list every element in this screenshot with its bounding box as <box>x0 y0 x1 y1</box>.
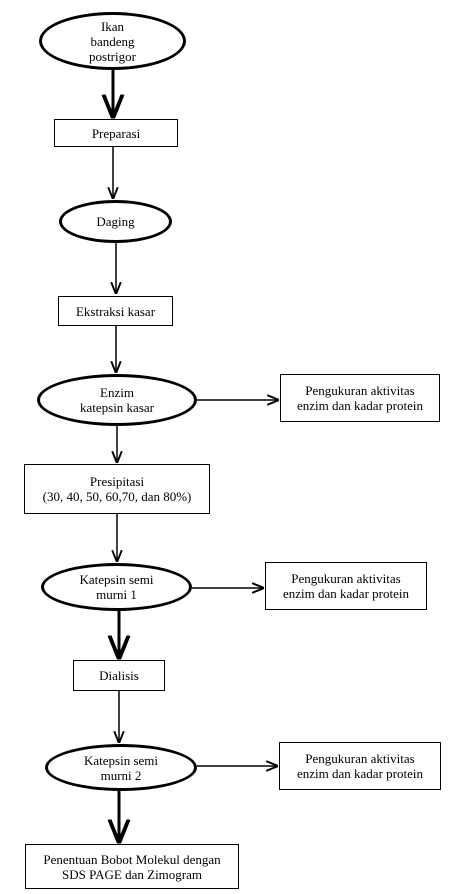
node-ekstraksi-kasar <box>58 296 173 326</box>
node-enzim-katepsin-kasar-label: Enzim katepsin kasar <box>79 385 154 415</box>
node-pengukuran-1-label: Pengukuran aktivitas enzim dan kadar protein <box>297 383 423 413</box>
node-preparasi-label: Preparasi <box>91 125 141 141</box>
node-pengukuran-1 <box>280 374 440 422</box>
node-pengukuran-2 <box>265 562 427 610</box>
node-enzim-katepsin-kasar <box>37 374 197 426</box>
node-katepsin-semi-murni-2 <box>45 744 197 791</box>
node-dialisis-label: Dialisis <box>99 668 139 683</box>
node-pengukuran-3 <box>279 742 441 790</box>
node-katepsin-semi-murni-2-label: Katepsin semi murni 2 <box>83 752 158 783</box>
node-daging-label: Daging <box>96 214 135 229</box>
node-penentuan-bobot <box>25 844 239 889</box>
node-daging <box>59 200 172 243</box>
node-dialisis <box>73 660 165 691</box>
node-pengukuran-2-label: Pengukuran aktivitas enzim dan kadar protein <box>283 571 409 601</box>
node-ikan-bandeng <box>39 12 186 70</box>
node-pengukuran-3-label: Pengukuran aktivitas enzim dan kadar protein <box>297 751 423 781</box>
node-katepsin-semi-murni-1 <box>41 563 192 611</box>
node-ikan-bandeng-label: Ikan bandeng postrigor <box>89 18 136 64</box>
node-katepsin-semi-murni-1-label: Katepsin semi murni 1 <box>79 572 154 602</box>
node-penentuan-bobot-label: Penentuan Bobot Molekul dengan SDS PAGE dan Zimogram <box>43 851 221 882</box>
node-presipitasi-label: Presipitasi (30, 40, 50, 60,70, dan 80%) <box>42 474 192 504</box>
node-presipitasi <box>24 464 210 514</box>
node-ekstraksi-kasar-label: Ekstraksi kasar <box>75 303 156 319</box>
node-preparasi <box>54 119 178 147</box>
